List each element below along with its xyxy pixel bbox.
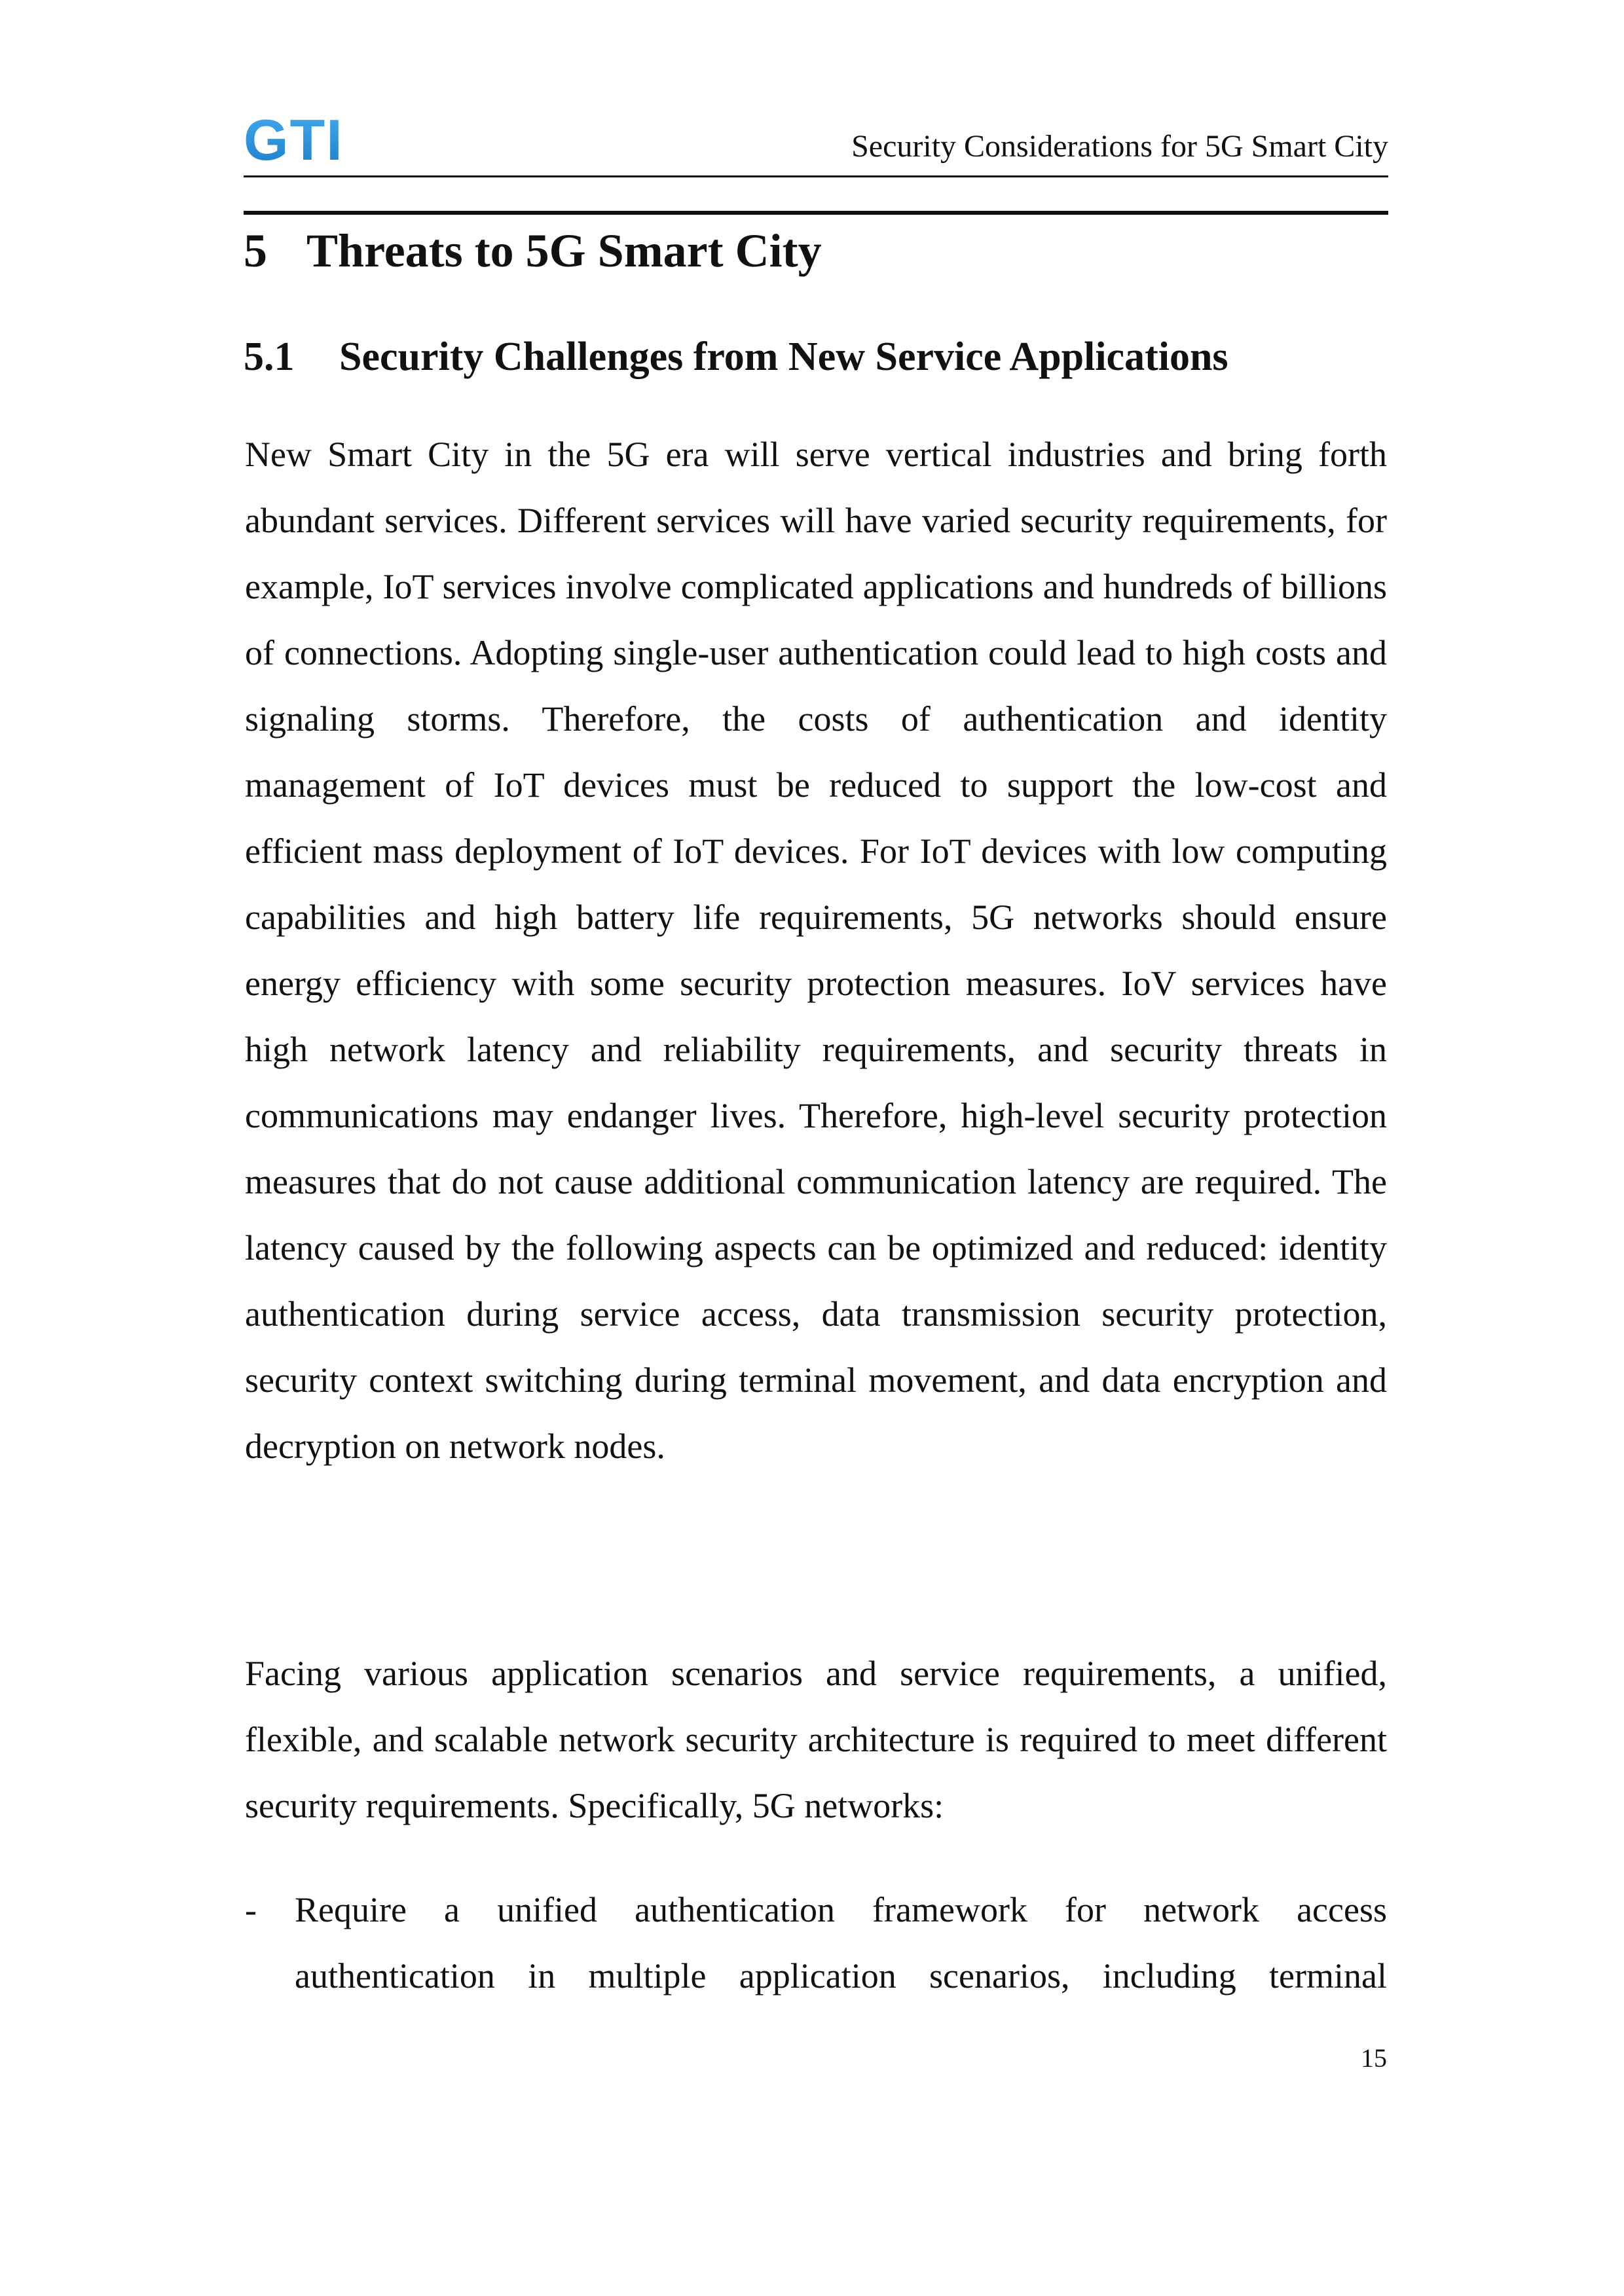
header-rule bbox=[244, 175, 1388, 177]
running-header-title: Security Considerations for 5G Smart City bbox=[851, 129, 1388, 164]
subsection-title: Security Challenges from New Service Applications bbox=[339, 335, 1228, 379]
page-number: 15 bbox=[1361, 2043, 1387, 2073]
section-rule bbox=[244, 211, 1388, 215]
bullet-text: Require a unified authentication framework for network access authentication in multiple application scenarios, including terminal bbox=[295, 1890, 1387, 1995]
subsection-heading bbox=[244, 333, 1228, 381]
body-paragraph-1: New Smart City in the 5G era will serve vertical industries and bring forth abundant services. Different services will have varied security requirements, for example, IoT services involve complicated applications and hundreds of billions of connections. Adopting single-user authentication could lead to high costs and signaling storms. Therefore, the costs of authentication and identity management of IoT devices must be reduced to support the low-cost and efficient mass deployment of IoT devices. For IoT devices with low computing capabilities and high battery life requirements, 5G networks should ensure energy efficiency with some security protection measures. IoV services have high network latency and reliability requirements, and security threats in communications may endanger lives. Therefore, high-level security protection measures that do not cause additional communication latency are required. The latency caused by the following aspects can be optimized and reduced: identity authentication during service access, data transmission security protection, security context switching during terminal movement, and data encryption and decryption on network nodes. bbox=[245, 435, 1387, 1466]
gti-logo: GTI bbox=[244, 107, 344, 172]
bullet-marker: - bbox=[245, 1890, 257, 1929]
body-paragraph-2: Facing various application scenarios and service requirements, a unified, flexible, and scalable network security architecture is required to meet different security requirements. Specifically, 5G networks: bbox=[245, 1654, 1387, 1825]
section-heading bbox=[244, 223, 822, 279]
section-number: 5 bbox=[244, 225, 267, 277]
bullet-item bbox=[245, 1877, 1387, 2009]
section-title: Threats to 5G Smart City bbox=[306, 225, 822, 277]
subsection-number: 5.1 bbox=[244, 335, 295, 379]
